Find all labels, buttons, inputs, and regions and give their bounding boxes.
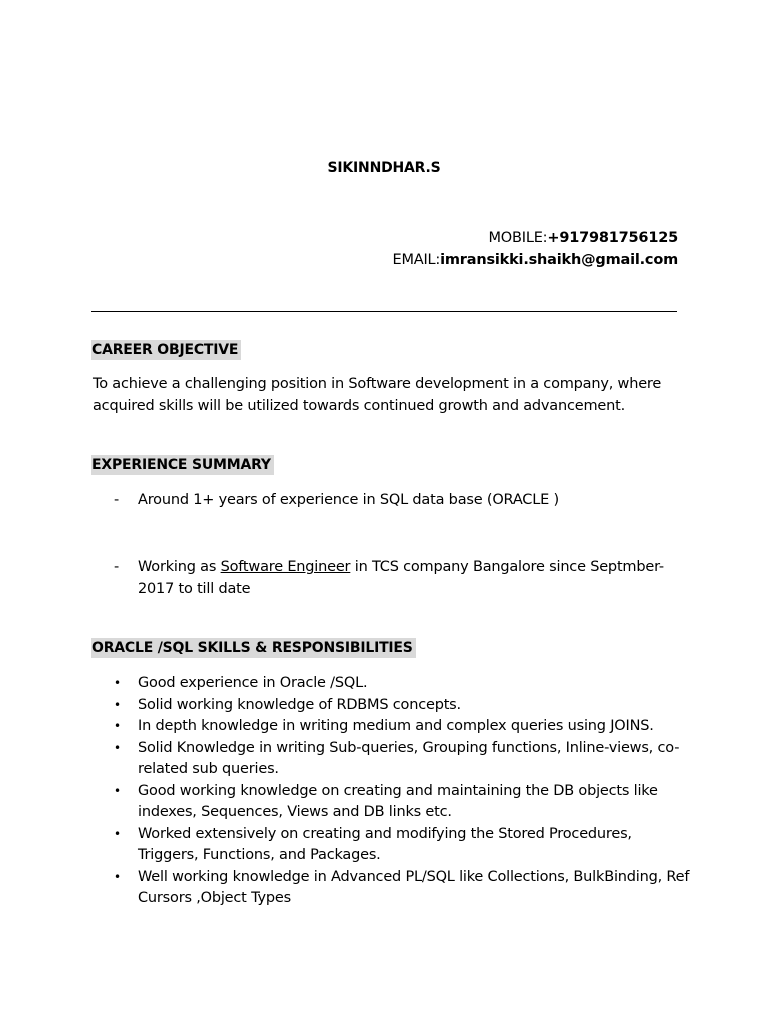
skill-text: Solid Knowledge in writing Sub-queries, Grouping functions, Inline-views, co-related sub queries. <box>138 739 680 777</box>
list-item <box>114 695 694 717</box>
experience-summary-heading: EXPERIENCE SUMMARY <box>91 455 274 475</box>
experience-item-2-text <box>138 556 674 600</box>
header-divider <box>91 311 677 312</box>
email-row <box>392 249 678 271</box>
bullet-dot: • <box>114 783 121 798</box>
experience-item-2-before: Working as <box>138 559 221 575</box>
bullet-dot: • <box>114 719 121 733</box>
career-objective-text: To achieve a challenging position in Software development in a company, where acquired skills will be utilized towards continued growth and advancement. <box>93 376 662 414</box>
bullet-dot: • <box>114 869 121 884</box>
email-label: EMAIL: <box>392 252 441 268</box>
skills-list <box>114 673 694 910</box>
mobile-value: +917981756125 <box>547 230 678 246</box>
list-item <box>114 673 694 695</box>
email-value: imransikki.shaikh@gmail.com <box>440 252 678 268</box>
experience-item-2 <box>114 556 674 600</box>
dash-marker: - <box>114 559 120 575</box>
list-item <box>114 716 694 738</box>
career-objective-heading: CAREER OBJECTIVE <box>91 340 241 360</box>
bullet-dot: • <box>114 676 121 690</box>
list-item <box>114 738 694 781</box>
skills-heading: ORACLE /SQL SKILLS & RESPONSIBILITIES <box>91 638 416 658</box>
mobile-label: MOBILE: <box>488 230 548 246</box>
contact-block <box>392 227 678 271</box>
bullet-dot: • <box>114 697 121 712</box>
skill-text: Solid working knowledge of RDBMS concepts. <box>138 696 461 713</box>
skill-text: Well working knowledge in Advanced PL/SQL like Collections, BulkBinding, Ref Cursors ,Object Types <box>138 868 690 906</box>
dash-marker: - <box>114 492 120 508</box>
experience-item-1-text: Around 1+ years of experience in SQL data base (ORACLE ) <box>138 492 559 508</box>
candidate-name: SIKINNDHAR.S <box>327 160 441 176</box>
bullet-dot: • <box>114 826 121 841</box>
mobile-row <box>392 227 678 249</box>
bullet-dot: • <box>114 740 121 755</box>
experience-item-2-after: in TCS company Bangalore since Septmber-2017 to till date <box>138 559 664 597</box>
skill-text: Good working knowledge on creating and maintaining the DB objects like indexes, Sequences, Views and DB links etc. <box>138 782 658 820</box>
experience-item-1 <box>114 489 674 511</box>
job-title-underlined: Software Engineer <box>220 559 351 575</box>
list-item <box>114 867 694 910</box>
list-item <box>114 781 694 824</box>
skill-text: Good experience in Oracle /SQL. <box>138 675 368 691</box>
list-item <box>114 824 694 867</box>
skill-text: Worked extensively on creating and modifying the Stored Procedures, Triggers, Functions, and Packages. <box>138 825 632 863</box>
skill-text: In depth knowledge in writing medium and complex queries using JOINS. <box>138 718 654 734</box>
